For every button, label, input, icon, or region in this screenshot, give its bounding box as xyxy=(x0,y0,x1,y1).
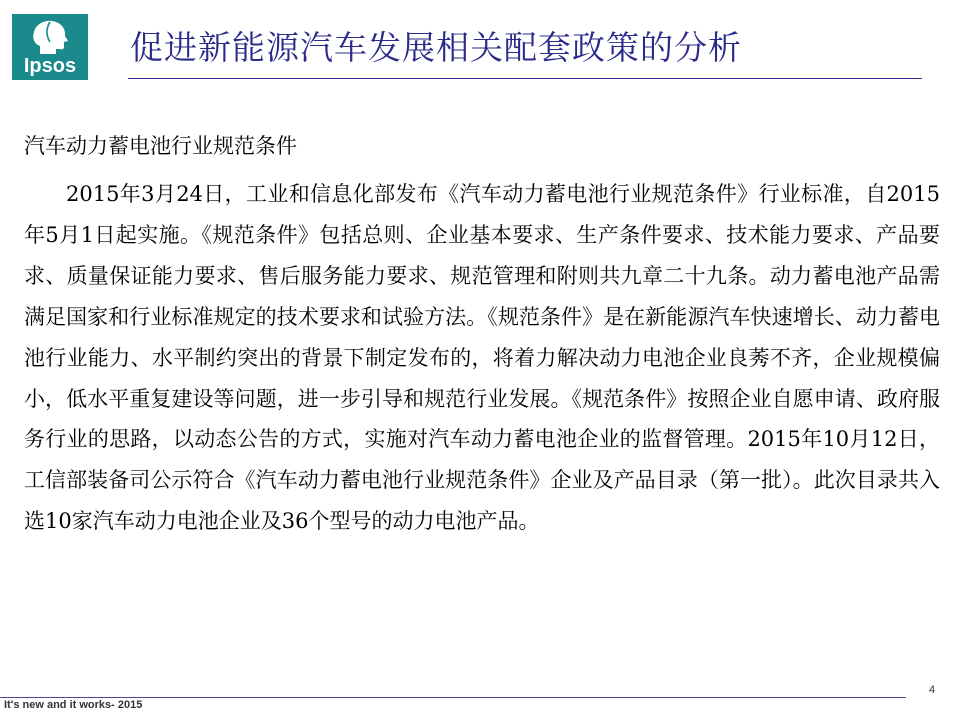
logo-text: Ipsos xyxy=(23,55,77,77)
title-divider xyxy=(128,78,922,79)
page-number: 4 xyxy=(929,684,936,696)
footer-tagline: It's new and it works- 2015 xyxy=(4,699,143,711)
ipsos-logo xyxy=(12,14,88,80)
page-title: 促进新能源汽车发展相关配套政策的分析 xyxy=(130,28,742,67)
body-paragraph: 2015年3月24日，工业和信息化部发布《汽车动力蓄电池行业规范条件》行业标准，自2015年5月1日起实施。《规范条件》包括总则、企业基本要求、生产条件要求、技术能力要求、产品要求、质量保证能力要求、售后服务能力要求、规范管理和附则共九章二十九条。动力蓄电池产品需满足国家和行业标准规定的技术要求和试验方法。《规范条件》是在新能源汽车快速增长、动力蓄电池行业能力、水平制约突出的背景下制定发布的，将着力解决动力电池企业良莠不齐，企业规模偏小，低水平重复建设等问题，进一步引导和规范行业发展。《规范条件》按照企业自愿申请、政府服务行业的思路，以动态公告的方式，实施对汽车动力蓄电池企业的监督管理。2015年10月12日，工信部装备司公示符合《汽车动力蓄电池行业规范条件》企业及产品目录（第一批）。此次目录共入选10家汽车动力电池企业及36个型号的动力电池产品。 xyxy=(24,182,940,534)
section-heading: 汽车动力蓄电池行业规范条件 xyxy=(24,134,297,158)
footer-divider xyxy=(0,697,906,698)
head-silhouette-icon xyxy=(22,18,78,54)
